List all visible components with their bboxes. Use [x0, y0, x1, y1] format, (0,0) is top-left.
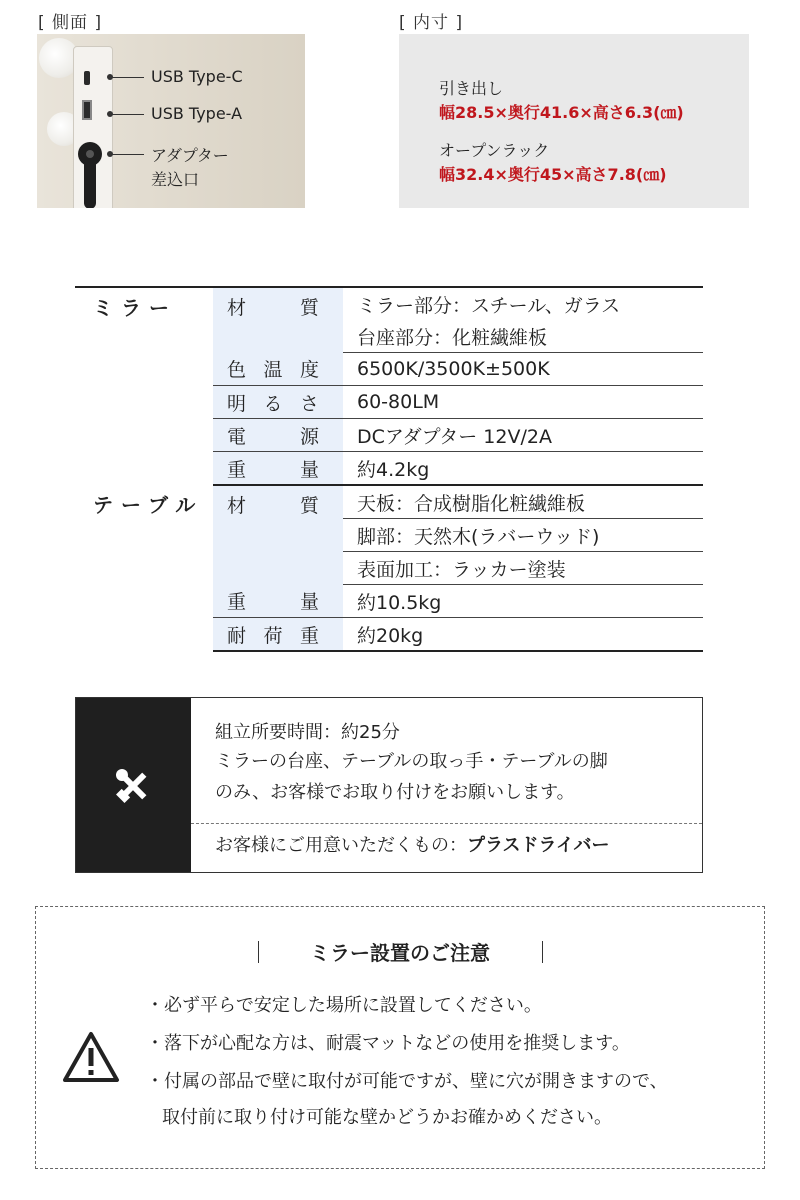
color-temp-value: 6500K/3500K±500K	[343, 353, 703, 386]
assembly-time: 組立所要時間：約25分	[215, 722, 400, 743]
load-capacity-value: 約20kg	[343, 618, 703, 652]
adapter-jack-icon	[78, 142, 102, 166]
caution-line-2: ・落下が心配な方は、耐震マットなどの使用を推奨します。	[146, 1033, 630, 1054]
assembly-note-line2: のみ、お客様でお取り付けをお願いします。	[215, 782, 575, 803]
mirror-weight-label: 重 量	[213, 452, 343, 486]
color-temp-label: 色 温 度	[213, 353, 343, 386]
required-tool-item: プラスドライバー	[467, 835, 610, 856]
title-bar-right	[542, 941, 543, 963]
table-material-value-2: 脚部：天然木(ラバーウッド)	[343, 519, 703, 552]
callout-line	[110, 154, 144, 155]
load-capacity-label: 耐 荷 重	[213, 618, 343, 652]
tools-icon	[76, 698, 191, 872]
usb-a-port-icon	[82, 100, 92, 120]
adapter-callout-line1: アダプター	[151, 146, 229, 165]
inner-dimensions-box	[399, 34, 749, 208]
assembly-info-box	[75, 697, 703, 873]
table-weight-label: 重 量	[213, 585, 343, 618]
required-tools-prefix: お客様にご用意いただくもの：	[215, 835, 467, 856]
warning-icon	[62, 1031, 120, 1083]
table-material-label: 材 質	[213, 485, 343, 585]
drawer-label: 引き出し	[439, 79, 504, 98]
mirror-material-value-1: ミラー部分：スチール、ガラス	[343, 287, 703, 320]
spec-table	[75, 286, 703, 652]
table-category: テーブル	[93, 493, 204, 517]
mirror-caution-box	[35, 906, 765, 1169]
mirror-material-label: 材 質	[213, 287, 343, 353]
power-label: 電 源	[213, 419, 343, 452]
power-value: DCアダプター 12V/2A	[343, 419, 703, 452]
callout-line	[110, 77, 144, 78]
cable-icon	[84, 164, 96, 208]
open-rack-dimensions: 幅32.4×奥行45×高さ7.8(㎝)	[439, 165, 667, 184]
assembly-note-line1: ミラーの台座、テーブルの取っ手・テーブルの脚	[215, 751, 608, 772]
brightness-value: 60-80LM	[343, 386, 703, 419]
open-rack-label: オープンラック	[439, 141, 550, 160]
usb-c-port-icon	[84, 71, 90, 85]
mirror-material-value-2: 台座部分：化粧繊維板	[343, 320, 703, 353]
caution-line-3: ・付属の部品で壁に取付が可能ですが、壁に穴が開きますので、	[146, 1071, 668, 1092]
usb-a-callout: USB Type-A	[151, 104, 243, 123]
caution-line-1: ・必ず平らで安定した場所に設置してください。	[146, 995, 542, 1016]
assembly-icon-cell	[76, 698, 191, 872]
usb-c-callout: USB Type-C	[151, 67, 243, 86]
brightness-label: 明 る さ	[213, 386, 343, 419]
side-view-label: [ 側面 ]	[38, 13, 103, 33]
table-material-value-1: 天板：合成樹脂化粧繊維板	[343, 485, 703, 519]
adapter-callout-line2: 差込口	[151, 170, 200, 189]
table-material-value-3: 表面加工：ラッカー塗装	[343, 552, 703, 585]
table-weight-value: 約10.5kg	[343, 585, 703, 618]
caution-title: ミラー設置のご注意	[310, 941, 490, 965]
dashed-divider	[191, 823, 702, 824]
inner-dimensions-label: [ 内寸 ]	[399, 13, 464, 33]
callout-line	[110, 114, 144, 115]
caution-line-4: 取付前に取り付け可能な壁かどうかお確かめください。	[162, 1107, 612, 1128]
required-tools	[215, 831, 610, 861]
mirror-category: ミラー	[75, 287, 213, 485]
mirror-weight-value: 約4.2kg	[343, 452, 703, 486]
drawer-dimensions: 幅28.5×奥行41.6×高さ6.3(㎝)	[439, 103, 684, 122]
side-view-photo	[37, 34, 305, 208]
